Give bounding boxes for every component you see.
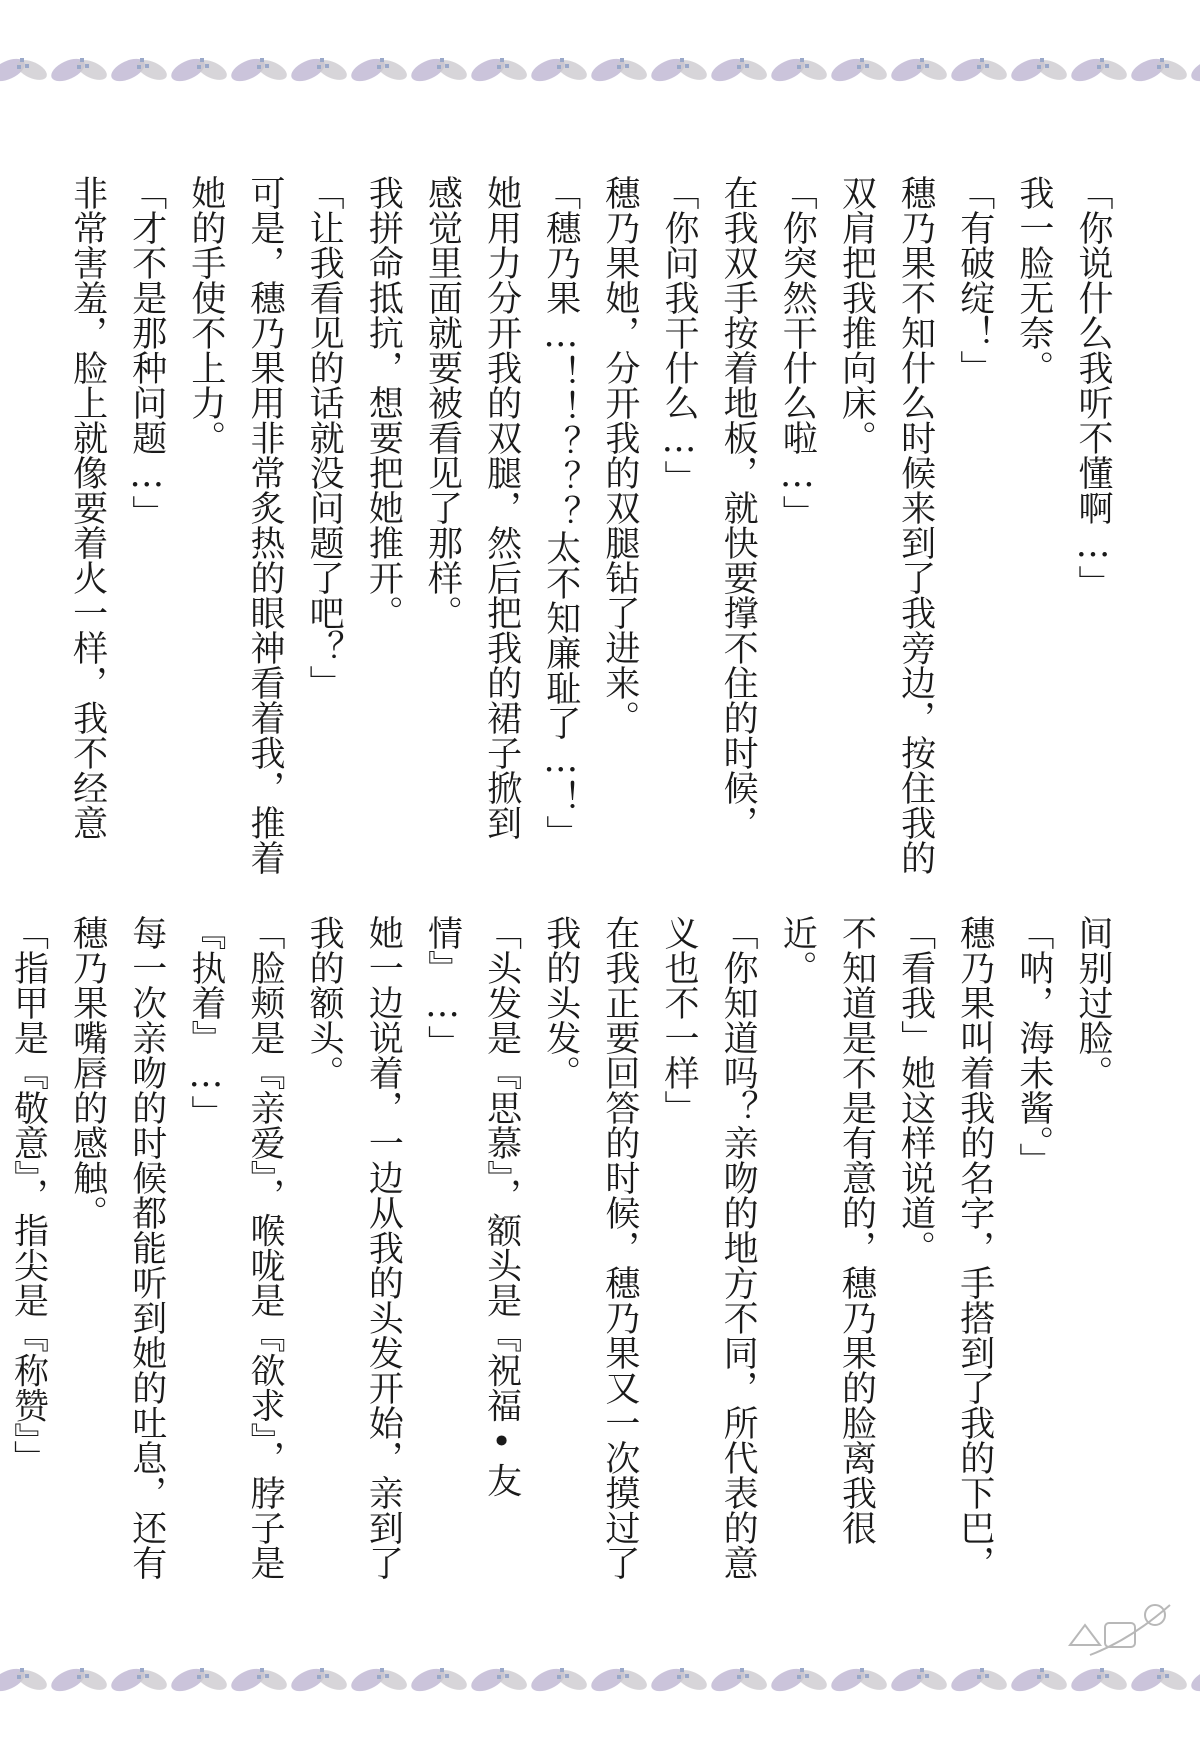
text-paragraph: 「头发是『思慕』，额头是『祝福•友情』…」 [422,915,522,1498]
text-paragraph: 「脸颊是『亲爱』，喉咙是『欲求』，脖子是『执着』…」 [185,915,286,1580]
logo-icon [1060,1585,1180,1665]
text-paragraph: 在我正要回答的时候，穗乃果又一次摸过了我的头发。 [540,915,640,1580]
holly-leaf-motif [828,1664,890,1696]
text-paragraph: 「你突然干什么啦…」 [777,175,818,530]
holly-leaf-motif [0,1664,50,1696]
holly-leaf-motif [1008,54,1070,86]
text-paragraph: 「穗乃果…！！？？？太不知廉耻了…！」 [540,175,581,850]
holly-leaf-motif [168,1664,230,1696]
text-paragraph: 感觉里面就要被看见了那样。 [422,175,463,630]
holly-leaf-motif [588,54,650,86]
holly-leaf-motif [48,54,110,86]
holly-leaf-motif [648,54,710,86]
text-paragraph: 「指甲是『敬意』，指尖是『称赞』」 [8,915,49,1475]
holly-border-svg [0,1650,1200,1710]
holly-leaf-motif [948,1664,1010,1696]
text-paragraph: 间别过脸。 [1073,915,1113,1090]
bottom-holly-border [0,1650,1200,1710]
text-paragraph: 「呐，海未酱。」 [1013,915,1054,1178]
text-paragraph: 她一边说着，一边从我的头发开始，亲到了我的额头。 [304,915,404,1580]
text-paragraph: 「有破绽！」 [954,175,995,385]
holly-leaf-motif [408,54,470,86]
text-paragraph: 不知道是不是有意的，穗乃果的脸离我很近。 [777,915,877,1545]
text-paragraph: 我一脸无奈。 [1013,175,1054,385]
text-paragraph: 「看我」她这样说道。 [895,915,936,1265]
holly-leaf-motif [888,1664,950,1696]
holly-leaf-motif [48,1664,110,1696]
text-paragraph: 「才不是那种问题…」 [126,175,167,530]
holly-leaf-motif [348,1664,410,1696]
lower-text-block [0,915,1122,1605]
text-paragraph: 「你问我干什么…」 [659,175,700,495]
text-paragraph: 「你知道吗？亲吻的地方不同，所代表的意义也不一样」 [659,915,759,1580]
holly-leaf-motif [348,54,410,86]
holly-leaf-motif [468,54,530,86]
holly-leaf-motif [588,1664,650,1696]
text-paragraph: 非常害羞，脸上就像要着火一样，我不经意 [67,175,108,840]
holly-leaf-motif [168,54,230,86]
holly-leaf-motif [468,1664,530,1696]
holly-leaf-motif [708,54,770,86]
holly-leaf-motif [828,54,890,86]
text-paragraph: 穗乃果叫着我的名字，手搭到了我的下巴， [954,915,995,1580]
holly-leaf-motif [228,54,290,86]
holly-leaf-motif [648,1664,710,1696]
holly-leaf-motif [1128,54,1190,86]
holly-leaf-motif [528,1664,590,1696]
site-logo-watermark [1060,1585,1180,1665]
holly-leaf-motif [1008,1664,1070,1696]
holly-leaf-motif [708,1664,770,1696]
holly-leaf-motif [1068,54,1130,86]
holly-leaf-motif [528,54,590,86]
holly-leaf-motif [408,1664,470,1696]
text-paragraph: 在我双手按着地板，就快要撑不住的时候， [718,175,759,840]
holly-leaf-motif [1188,54,1200,86]
holly-leaf-motif [888,54,950,86]
holly-leaf-motif [1068,1664,1130,1696]
holly-leaf-motif [948,54,1010,86]
upper-text-block [57,175,1122,875]
text-paragraph: 我拼命抵抗，想要把她推开。 [363,175,404,630]
text-paragraph: 她用力分开我的双腿，然后把我的裙子掀到 [481,175,522,840]
holly-leaf-motif [1128,1664,1190,1696]
holly-leaf-motif [768,54,830,86]
text-paragraph: 可是，穗乃果用非常炙热的眼神看着我，推着她的手使不上力。 [185,175,286,875]
holly-leaf-motif [108,1664,170,1696]
holly-leaf-motif [108,54,170,86]
text-paragraph: 「你说什么我听不懂啊…」 [1073,175,1113,600]
text-paragraph: 每一次亲吻的时候都能听到她的吐息，还有穗乃果嘴唇的感触。 [67,915,167,1580]
holly-leaf-motif [0,54,50,86]
holly-border-svg [0,40,1200,100]
text-paragraph: 「让我看见的话就没问题了吧？」 [304,175,345,700]
holly-leaf-motif [768,1664,830,1696]
holly-leaf-motif [288,54,350,86]
top-holly-border [0,40,1200,100]
holly-leaf-motif [1188,1664,1200,1696]
text-paragraph: 穗乃果不知什么时候来到了我旁边，按住我的双肩把我推向床。 [836,175,936,875]
holly-leaf-motif [288,1664,350,1696]
holly-leaf-motif [228,1664,290,1696]
text-paragraph: 穗乃果她，分开我的双腿钻了进来。 [599,175,640,735]
